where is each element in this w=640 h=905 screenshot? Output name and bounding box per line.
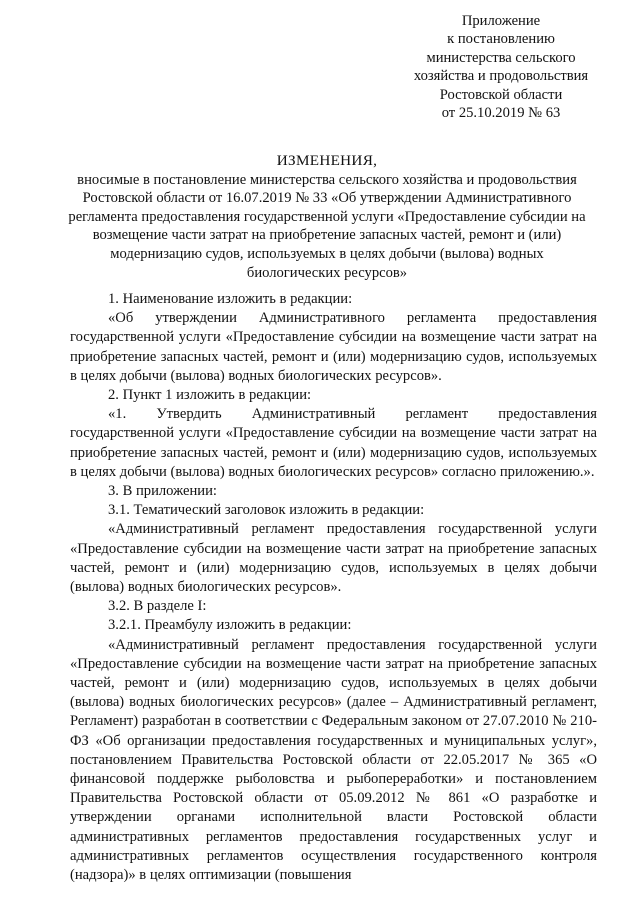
body-paragraph: 3.2.1. Преамбулу изложить в редакции: (108, 617, 352, 634)
title-heading: ИЗМЕНЕНИЯ, (276, 152, 378, 169)
body-paragraph: 2. Пункт 1 изложить в редакции: (108, 387, 312, 404)
body-paragraph: 3.2. В разделе I: (108, 598, 207, 615)
annex-line: министерства сельского (426, 49, 576, 66)
annex-line: к постановлению (447, 31, 555, 48)
body-paragraph: «Административный регламент предоставления государственной услуги «Предоставление субсидии на возмещение части затрат на приобретение запасных частей, ремонт и (или) модернизацию судов, используемых в целях добычи (вылова) водных биологических ресурсов». (70, 521, 597, 596)
body-paragraph: «Об утверждении Административного регламента предоставления государственной услуги «Предоставление субсидии на возмещение части затрат на приобретение запасных частей, ремонт и (или) модернизацию судов, используемых в целях добычи (вылова) водных биологических ресурсов». (70, 310, 597, 384)
document-title (62, 152, 592, 282)
body-paragraph: 1. Наименование изложить в редакции: (108, 291, 353, 307)
annex-line: Ростовской области (439, 86, 563, 103)
annex-line: Приложение (461, 13, 541, 29)
annex-line: от 25.10.2019 № 63 (441, 105, 561, 122)
body-paragraph: 3. В приложении: (108, 483, 217, 500)
document-body (70, 290, 597, 885)
title-subtitle: вносимые в постановление министерства сельского хозяйства и продовольствия Ростовской области от 16.07.2019 № 33 «Об утверждении Административного регламента предоставления государственной услуги «Предоставление субсидии на возмещение части затрат на приобретение запасных частей, ремонт и (или) модернизацию судов, используемых в целях добычи (вылова) водных биологических ресурсов» (68, 171, 586, 281)
body-paragraph: «Административный регламент предоставления государственной услуги «Предоставление субсидии на возмещение части затрат на приобретение запасных частей, ремонт и (или) модернизацию судов, используемых в целях добычи (вылова) водных биологических ресурсов» (далее – Административный регламент, Регламент) разработан в соответствии с Федеральным законом от 27.07.2010 № 210-ФЗ «Об организации предоставления государственных и муниципальных услуг», постановлением Правительства Ростовской области от 22.05.2017 № 365 «О финансовой поддержке рыболовства и рыбопереработки» и постановлением Правительства Ростовской области от 05.09.2012 № 861 «О разработке и утверждении органами исполнительной власти Ростовской области административных регламентов предоставления государственных услуг и административных регламентов осуществления государственного контроля (надзора)» в целях оптимизации (повышения (70, 636, 597, 884)
annex-line: хозяйства и продовольствия (413, 68, 589, 85)
body-paragraph: 3.1. Тематический заголовок изложить в редакции: (108, 502, 425, 519)
annex-header (376, 12, 626, 122)
body-paragraph: «1. Утвердить Административный регламент предоставления государственной услуги «Предоставление субсидии на возмещение части затрат на приобретение запасных частей, ремонт и (или) модернизацию судов, используемых в целях добычи (вылова) водных биологических ресурсов» согласно приложению.». (70, 406, 597, 480)
